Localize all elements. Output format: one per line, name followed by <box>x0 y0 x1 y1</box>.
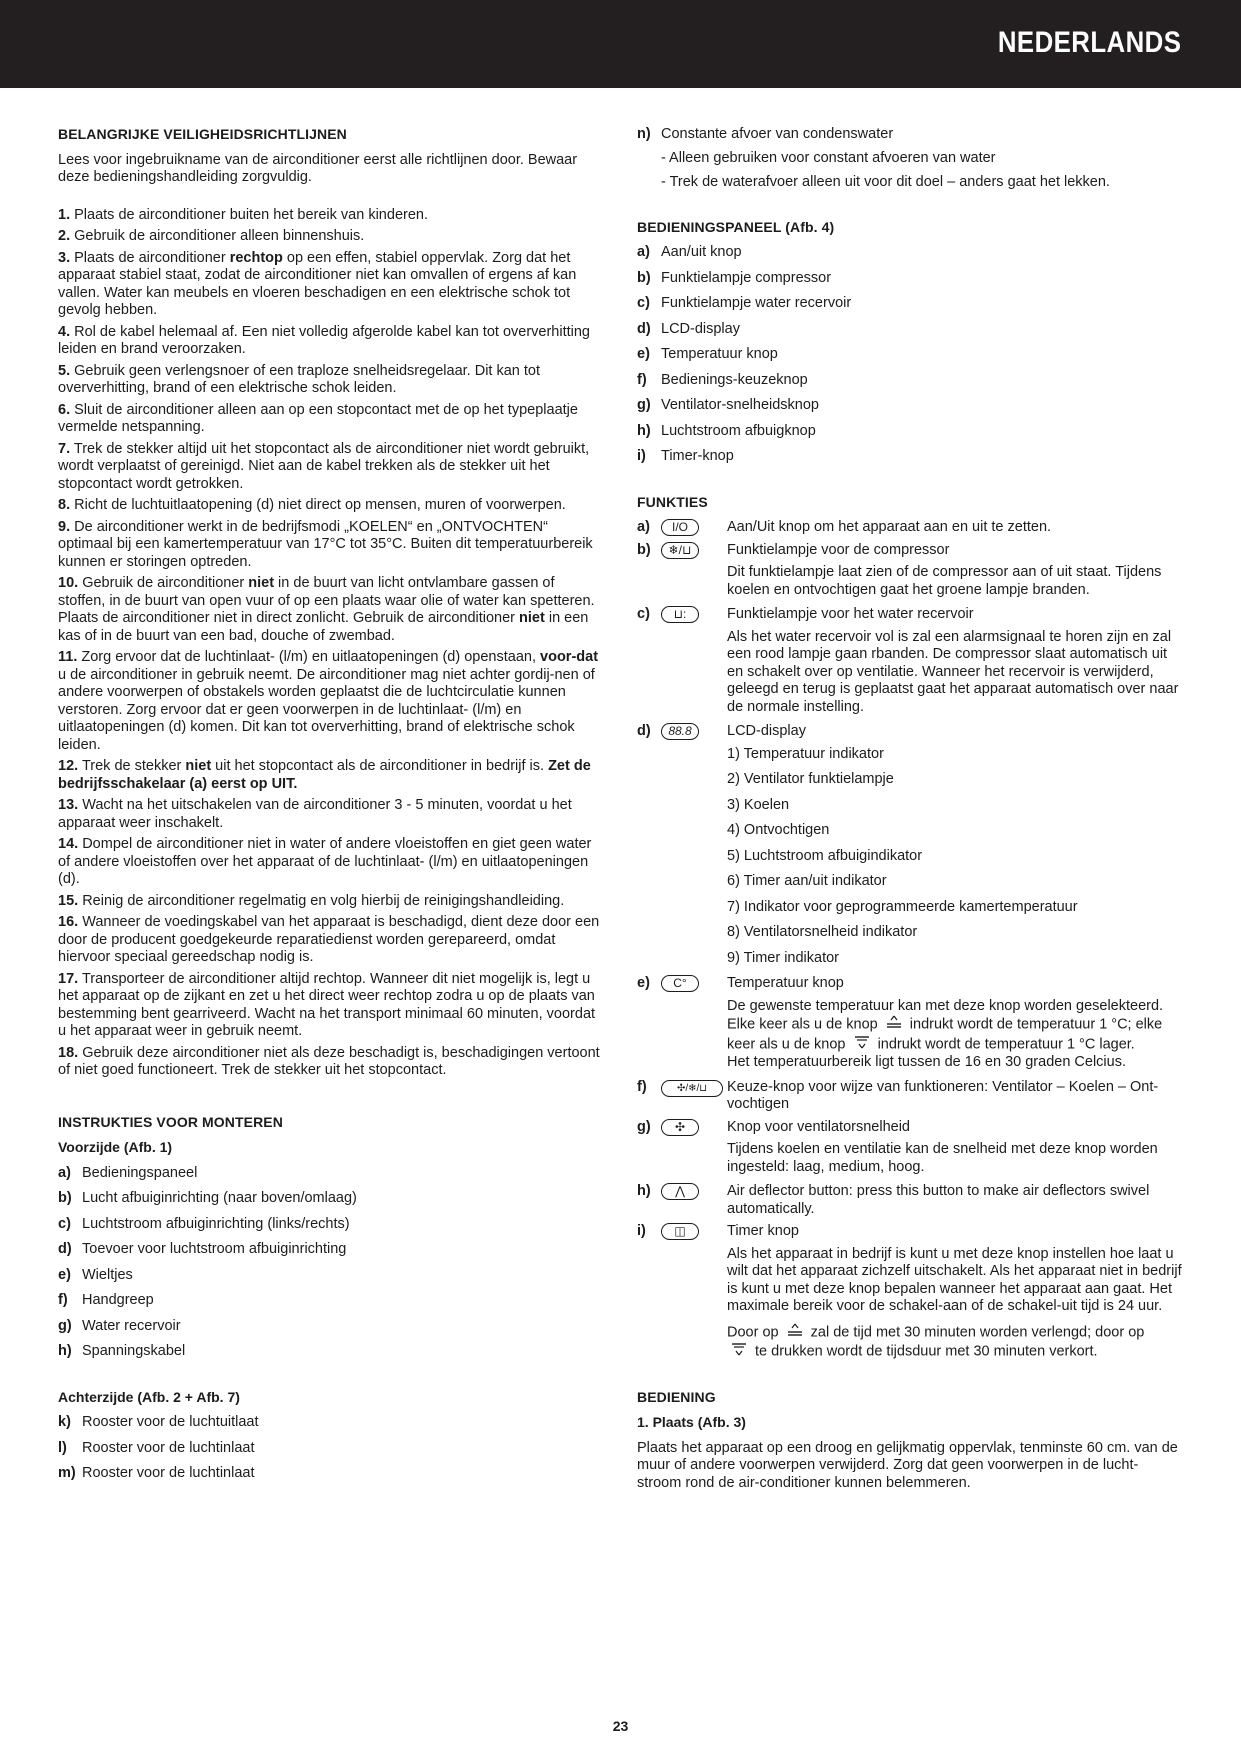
function-c-text: Funktielampje voor het water recervoir <box>727 606 974 622</box>
panel-item <box>637 244 1182 262</box>
safety-item-text: Trek de stekker <box>81 758 186 774</box>
safety-item-number: 17. <box>58 970 79 987</box>
lcd-list-item: 4) Ontvochtigen <box>727 822 830 838</box>
front-part-item <box>58 1318 603 1336</box>
back-part-item <box>58 1414 603 1432</box>
safety-item-text: in een kas of in de buurt van een bad, douche of zwembad. <box>58 610 589 644</box>
safety-item-number: 4. <box>58 323 71 340</box>
front-part-item-letter: h) <box>58 1343 72 1359</box>
panel-item-letter: h) <box>637 422 651 439</box>
back-parts-list <box>58 1414 603 1483</box>
panel-item-text: Aan/uit knop <box>661 244 742 260</box>
panel-item-text: Bedienings-keuzeknop <box>661 371 808 388</box>
safety-item-emphasis: niet <box>248 575 275 591</box>
panel-title <box>637 219 1182 237</box>
lcd-list-item: 5) Luchtstroom afbuigindikator <box>727 847 923 864</box>
back-part-item <box>58 1440 603 1458</box>
function-f-text: Keuze-knop voor wijze van funktioneren: Ventilator – Koelen – Ont-vochtigen <box>727 1078 1159 1112</box>
lcd-list-item: 1) Temperatuur indikator <box>727 745 884 762</box>
safety-item-number: 18. <box>58 1044 79 1061</box>
safety-item-number: 15. <box>58 892 79 909</box>
panel-item-letter: d) <box>637 320 651 337</box>
mounting-title: INSTRUKTIES VOOR MONTEREN <box>58 1113 283 1130</box>
function-e-desc-4: Het temperatuurbereik ligt tussen de 16 en 30 graden Celcius. <box>727 1054 1126 1070</box>
safety-item-text: Dompel de airconditioner niet in water of andere vloeistoffen en giet geen water of andere vloeistoffen over het apparaat of de luchtinlaat- (l/m) en uitlaatopeningen (d). <box>58 836 592 887</box>
function-g <box>637 1119 1182 1137</box>
function-e-letter: e) <box>637 975 650 991</box>
lcd-list-item: 9) Timer indikator <box>727 949 840 966</box>
panel-item-letter: b) <box>637 269 651 286</box>
safety-item-number: 10. <box>58 575 79 591</box>
safety-item-number: 12. <box>58 758 79 774</box>
panel-item-letter: e) <box>637 346 650 362</box>
function-c <box>637 606 1182 624</box>
function-h-text: Air deflector button: press this button to make air deflectors swivel automatically. <box>727 1183 1150 1217</box>
safety-list <box>58 207 603 1080</box>
front-part-item-text: Lucht afbuiginrichting (naar boven/omlaag) <box>82 1190 357 1206</box>
function-b-text: Funktielampje voor de compressor <box>727 541 950 558</box>
function-g-letter: g) <box>637 1118 651 1135</box>
drain-item <box>637 126 1182 144</box>
function-a <box>637 519 1182 537</box>
panel-item <box>637 397 1182 415</box>
fan-icon: ✣ <box>661 1119 699 1136</box>
front-title: Voorzijde (Afb. 1) <box>58 1139 173 1155</box>
panel-item-text: Funktielampje water recervoir <box>661 295 852 311</box>
left-column <box>58 126 603 1491</box>
safety-item <box>58 228 603 246</box>
safety-item-emphasis: rechtop <box>229 249 283 266</box>
function-a-text: Aan/Uit knop om het apparaat aan en uit te zetten. <box>727 519 1052 535</box>
safety-item-emphasis: niet <box>185 758 212 774</box>
operation-text: Plaats het apparaat op een droog en gelijkmatig oppervlak, tenminste 60 cm. van de muur of andere voorwerpen verwijderd. Zorg dat geen voorwerpen in de lucht-stroom rond de air-conditioner kunnen belemmeren. <box>637 1439 1178 1491</box>
language-title: NEDERLANDS <box>997 26 1181 59</box>
function-e-desc-2b: indrukt wordt de temperatuur 1 °C; elke <box>909 1016 1163 1033</box>
safety-item-text: Wacht na het uitschakelen van de airconditioner 3 - 5 minuten, voordat u het apparaat weer inschakelt. <box>58 797 572 831</box>
safety-item <box>58 836 603 889</box>
air-deflector-icon: ⋀ <box>661 1183 699 1200</box>
drain-text: Constante afvoer van condenswater <box>661 126 894 142</box>
lcd-list-item: 3) Koelen <box>727 796 790 813</box>
function-g-text: Knop voor ventilatorsnelheid <box>727 1118 910 1135</box>
front-part-item-text: Luchtstroom afbuiginrichting (links/rechts) <box>82 1215 350 1232</box>
function-h-letter: h) <box>637 1183 651 1199</box>
front-part-item-text: Toevoer voor luchtstroom afbuiginrichting <box>82 1241 347 1257</box>
back-part-item-text: Rooster voor de luchtinlaat <box>82 1465 255 1481</box>
panel-item <box>637 270 1182 288</box>
lcd-icon: 88.8 <box>661 723 699 740</box>
function-g-desc: Tijdens koelen en ventilatie kan de snelheid met deze knop worden ingesteld: laag, medium, hoog. <box>727 1141 1158 1175</box>
safety-item <box>58 971 603 1041</box>
safety-item <box>58 797 603 832</box>
lcd-list-item: 7) Indikator voor geprogrammeerde kamertemperatuur <box>727 898 1078 915</box>
front-part-item <box>58 1216 603 1234</box>
panel-item-letter: c) <box>637 295 650 311</box>
safety-item-text: Plaats de airconditioner <box>74 249 230 266</box>
front-part-item-letter: d) <box>58 1241 72 1257</box>
function-f-letter: f) <box>637 1078 647 1095</box>
safety-item <box>58 497 603 515</box>
function-c-desc: Als het water recervoir vol is zal een alarmsignaal te horen zijn en zal een rood lampje gaan rbanden. De compressor slaat automatisch uit en schakelt over op ventilatie. Wanneer het recervoir is verwijderd, geleegd en terug is geplaatst gaat het apparaat automatisch over naar de normale instelling. <box>727 628 1179 715</box>
safety-item-emphasis: niet <box>519 610 545 626</box>
safety-item-text: Gebruik de airconditioner <box>82 575 249 591</box>
safety-item <box>58 207 603 225</box>
safety-item-text: De airconditioner werkt in de bedrijfsmodi „KOELEN“ en „ONTVOCHTEN“ optimaal bij een kamertemperatuur van 17°C tot 35°C. Buiten dit temperatuurbereik kunnen er storingen optreden. <box>58 518 593 570</box>
drain-letter: n) <box>637 126 651 142</box>
safety-item <box>58 324 603 359</box>
front-part-item-letter: c) <box>58 1215 71 1232</box>
panel-item <box>637 372 1182 390</box>
front-part-item <box>58 1267 603 1285</box>
drain-sub-2: - Trek de waterafvoer alleen uit voor dit doel – anders gaat het lekken. <box>661 174 1110 190</box>
panel-item <box>637 423 1182 441</box>
function-e-text: Temperatuur knop <box>727 975 844 991</box>
function-e-desc-2a: Elke keer als u de knop <box>727 1016 878 1033</box>
front-part-item-letter: a) <box>58 1164 71 1181</box>
front-parts-list <box>58 1165 603 1361</box>
page-header <box>0 0 1241 88</box>
panel-item-text: Timer-knop <box>661 448 734 464</box>
function-e-desc <box>727 998 1182 1072</box>
safety-item-number: 16. <box>58 914 79 930</box>
right-column <box>637 126 1182 1492</box>
front-part-item-text: Spanningskabel <box>82 1343 186 1359</box>
panel-list <box>637 244 1182 466</box>
safety-item <box>58 575 603 645</box>
safety-item-text: Transporteer de airconditioner altijd rechtop. Wanneer dit niet mogelijk is, legt u het apparaat op de zijkant en zet u het direct weer rechtop zodra u op de plaats van bestemming bent gearriveerd. Wacht na het transport minimaal 60 minuten, voordat u het apparaat weer in gebruik neemt. <box>58 970 596 1039</box>
mode-icon: ✣/❄/⊔ <box>661 1080 723 1097</box>
safety-item <box>58 893 603 911</box>
down-icon <box>730 1342 748 1362</box>
safety-item-emphasis: voor-dat <box>540 649 599 665</box>
panel-item-letter: i) <box>637 448 646 464</box>
front-part-item-text: Bedieningspaneel <box>82 1164 198 1181</box>
function-d <box>637 723 1182 741</box>
panel-item-text: LCD-display <box>661 320 740 337</box>
safety-item-text: op een effen, stabiel oppervlak. Zorg dat het apparaat stabiel staat, zodat de airconditioner niet kan omvallen of ergens af kan vallen. Water kan meubels en vloeren beschadigen en een elektrische schok tot gevolg hebben. <box>58 249 577 318</box>
function-e-desc-3b: indrukt wordt de temperatuur 1 °C lager. <box>877 1036 1135 1053</box>
lcd-list-item: 2) Ventilator funktielampje <box>727 771 894 787</box>
safety-item-number: 13. <box>58 797 79 813</box>
panel-item <box>637 346 1182 364</box>
safety-item <box>58 649 603 754</box>
panel-item-letter: g) <box>637 397 651 413</box>
safety-item-text: Rol de kabel helemaal af. Een niet volledig afgerolde kabel kan tot oververhitting leiden en brand veroorzaken. <box>58 323 591 357</box>
safety-item-number: 1. <box>58 206 71 223</box>
compressor-icon: ❄/⊔ <box>661 542 699 559</box>
front-part-item-letter: g) <box>58 1317 72 1334</box>
function-a-letter: a) <box>637 519 650 535</box>
safety-item-text: Reinig de airconditioner regelmatig en volg hierbij de reinigingshandleiding. <box>82 892 565 909</box>
safety-item-text: uit het stopcontact als de airconditioner in bedrijf is. <box>211 758 549 774</box>
safety-item-text: u de airconditioner in gebruik neemt. De airconditioner mag niet achter gordij-nen of andere voorwerpen of obstakels worden geplaatst die de luchtcirculatie kunnen verstoren. Zorg ervoor dat er geen voorwerpen in de luchtinlaat- (l/m) en uitlaatopeningen (d) komen. Dit kan tot oververhitting, brand of elektrische schok leiden. <box>58 666 595 753</box>
function-i-desc-3: te drukken wordt de tijdsduur met 30 minuten verkort. <box>755 1343 1098 1360</box>
down-icon <box>853 1035 871 1055</box>
safety-item-number: 3. <box>58 249 71 266</box>
function-h <box>637 1183 1182 1218</box>
function-c-letter: c) <box>637 606 650 622</box>
safety-item-text: in de buurt van licht ontvlambare gassen of stoffen, in de buurt van open vuur of op een plaats waar olie of water kan spetteren. Plaats de airconditioner niet in direct zonlicht. Gebruik de airconditioner <box>58 575 595 626</box>
front-part-item-letter: b) <box>58 1190 72 1206</box>
function-d-text: LCD-display <box>727 723 806 739</box>
safety-item-text: Wanneer de voedingskabel van het apparaat is beschadigd, dient deze door een door de producent goedgekeurde reparatiedienst worden gerepareerd, omdat hiervoor speciaal gereedschap nodig is. <box>58 914 600 965</box>
safety-title: BELANGRIJKE VEILIGHEIDSRICHTLIJNEN <box>58 126 347 142</box>
function-b <box>637 542 1182 560</box>
safety-item-text: Sluit de airconditioner alleen aan op een stopcontact met de op het typeplaatje vermelde netspanning. <box>58 401 578 435</box>
back-part-item-letter: k) <box>58 1414 71 1430</box>
function-e <box>637 975 1182 993</box>
water-tank-icon: ⊔: <box>661 606 699 623</box>
safety-item <box>58 250 603 320</box>
front-part-item-text: Water recervoir <box>82 1317 181 1334</box>
front-part-item <box>58 1241 603 1259</box>
safety-item-emphasis: Zet de bedrijfsschakelaar (a) eerst op UIT. <box>58 758 591 792</box>
operation-subtitle: 1. Plaats (Afb. 3) <box>637 1414 746 1430</box>
panel-item <box>637 321 1182 339</box>
panel-item-letter: a) <box>637 244 650 260</box>
up-icon <box>885 1015 903 1035</box>
function-i <box>637 1223 1182 1241</box>
safety-item-text: Plaats de airconditioner buiten het bereik van kinderen. <box>74 206 428 223</box>
function-b-letter: b) <box>637 541 651 558</box>
function-i-desc-1: Als het apparaat in bedrijf is kunt u met deze knop instellen hoe laat u wilt dat het apparaat zichzelf uitschakelt. Als het apparaat niet in bedrijf is kunt u met deze knop bepalen wanneer het apparaat aan gaat. Het maximale bereik voor de schakel-aan of de schakel-uit tijd is 24 uur. <box>727 1245 1182 1314</box>
function-i-desc <box>727 1246 1182 1362</box>
safety-item <box>58 441 603 494</box>
safety-item <box>58 363 603 398</box>
timer-icon: ◫ <box>661 1223 699 1240</box>
drain-sub-1: - Alleen gebruiken voor constant afvoeren van water <box>661 149 996 166</box>
function-b-desc: Dit funktielampje laat zien of de compressor aan of uit staat. Tijdens koelen en ontvochtigen gaat het groene lampje branden. <box>727 564 1162 598</box>
panel-item-text: Temperatuur knop <box>661 346 778 362</box>
back-part-item-text: Rooster voor de luchtinlaat <box>82 1439 255 1456</box>
safety-item-text: Gebruik geen verlengsnoer of een traploze snelheidsregelaar. Dit kan tot oververhitting, brand of een elektrische schok leiden. <box>58 362 541 396</box>
panel-title-ref: (Afb. 4) <box>785 218 835 235</box>
front-part-item <box>58 1165 603 1183</box>
function-e-desc-3a: keer als u de knop <box>727 1036 846 1053</box>
front-part-item <box>58 1292 603 1310</box>
safety-item-number: 2. <box>58 228 71 244</box>
functions-title: FUNKTIES <box>637 493 708 510</box>
safety-item-text: Richt de luchtuitlaatopening (d) niet direct op mensen, muren of voorwerpen. <box>74 497 566 513</box>
lcd-list-item: 8) Ventilatorsnelheid indikator <box>727 924 918 940</box>
safety-item-number: 6. <box>58 401 71 418</box>
back-part-item-text: Rooster voor de luchtuitlaat <box>82 1414 259 1430</box>
safety-item-text: Gebruik deze airconditioner niet als deze beschadigt is, beschadigingen vertoont of niet goed functioneert. Trek de stekker uit het stopcontact. <box>58 1044 600 1078</box>
back-part-item-letter: l) <box>58 1439 67 1456</box>
function-i-text: Timer knop <box>727 1223 799 1239</box>
back-part-item-letter: m) <box>58 1465 76 1481</box>
safety-item-number: 14. <box>58 836 79 852</box>
safety-item <box>58 1045 603 1080</box>
back-title: Achterzijde (Afb. 2 + Afb. 7) <box>58 1388 240 1405</box>
safety-item <box>58 519 603 572</box>
lcd-list <box>637 746 1182 968</box>
function-e-desc-1: De gewenste temperatuur kan met deze knop worden geselekteerd. <box>727 997 1164 1014</box>
safety-item-number: 5. <box>58 362 71 379</box>
page-number: 23 <box>612 1718 629 1734</box>
safety-item-number: 8. <box>58 497 71 513</box>
safety-item <box>58 914 603 967</box>
temperature-icon: C° <box>661 975 699 992</box>
front-part-item-letter: f) <box>58 1292 68 1308</box>
safety-item-number: 9. <box>58 518 71 535</box>
function-d-letter: d) <box>637 723 651 739</box>
front-part-item <box>58 1190 603 1208</box>
front-part-item <box>58 1343 603 1361</box>
panel-item <box>637 448 1182 466</box>
panel-item <box>637 295 1182 313</box>
power-icon: I/O <box>661 519 699 536</box>
safety-item <box>58 402 603 437</box>
panel-title-text: BEDIENINGSPANEEL <box>637 218 782 235</box>
function-f <box>637 1079 1182 1114</box>
lcd-list-item: 6) Timer aan/uit indikator <box>727 873 887 889</box>
back-part-item <box>58 1465 603 1483</box>
safety-item-number: 11. <box>58 649 78 665</box>
up-icon <box>786 1323 804 1343</box>
panel-item-text: Funktielampje compressor <box>661 269 832 286</box>
front-part-item-text: Handgreep <box>82 1292 154 1308</box>
front-part-item-letter: e) <box>58 1266 71 1283</box>
safety-item <box>58 758 603 793</box>
panel-item-text: Ventilator-snelheidsknop <box>661 397 819 413</box>
panel-item-text: Luchtstroom afbuigknop <box>661 422 816 439</box>
function-i-desc-2b: zal de tijd met 30 minuten worden verlengd; door op <box>810 1324 1145 1341</box>
function-i-letter: i) <box>637 1223 646 1239</box>
operation-title: BEDIENING <box>637 1388 716 1405</box>
safety-item-text: Trek de stekker altijd uit het stopcontact als de airconditioner niet wordt gebruikt, wordt verplaatst of gereinigd. Niet aan de kabel trekken als de stekker uit het stopcontact wordt getrokken. <box>58 440 590 492</box>
safety-intro: Lees voor ingebruikname van de airconditioner eerst alle richtlijnen door. Bewaar deze bedieningshandleiding zorgvuldig. <box>58 151 578 185</box>
safety-item-text: Zorg ervoor dat de luchtinlaat- (l/m) en uitlaatopeningen (d) openstaan, <box>81 649 541 665</box>
front-part-item-text: Wieltjes <box>82 1266 133 1283</box>
function-i-desc-2a: Door op <box>727 1324 779 1341</box>
safety-item-number: 7. <box>58 440 71 457</box>
safety-item-text: Gebruik de airconditioner alleen binnenshuis. <box>74 228 365 244</box>
panel-item-letter: f) <box>637 371 647 388</box>
